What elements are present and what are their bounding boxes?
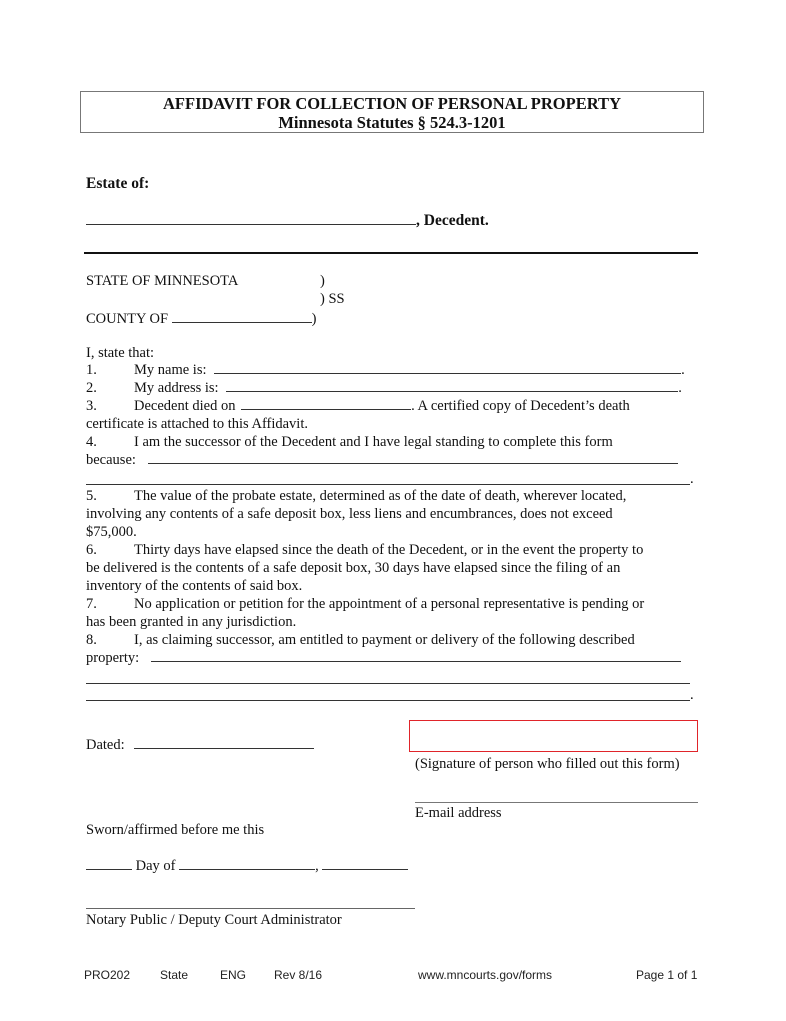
decedent-name-field[interactable] (86, 213, 416, 225)
section-divider (84, 252, 698, 254)
legal-standing-field-2[interactable] (86, 484, 690, 485)
statement-5-cont: involving any contents of a safe deposit box, less liens and encumbrances, does not exceed (86, 506, 613, 522)
email-field[interactable] (415, 802, 698, 803)
footer-language: ENG (220, 968, 247, 982)
statement-7: 7. No application or petition for the appointment of a personal representative is pending or (86, 596, 645, 612)
notary-signature-field[interactable] (86, 908, 415, 909)
statement-1: 1. My name is: . (86, 362, 685, 378)
statement-6-cont: be delivered is the contents of a safe deposit box, 30 days have elapsed since the filing of an (86, 560, 621, 576)
date-of-death-field[interactable] (241, 398, 411, 410)
dated-label: Dated: (86, 737, 125, 753)
notary-caption: Notary Public / Deputy Court Administrator (86, 912, 342, 928)
footer-url[interactable]: www.mncourts.gov/forms (418, 968, 553, 982)
statement-8: 8. I, as claiming successor, am entitled to payment or delivery of the following described (86, 632, 635, 648)
footer-form-code: PRO202 (84, 968, 131, 982)
venue-ss: ) SS (320, 291, 345, 307)
property-field-3[interactable] (86, 700, 690, 701)
property-field-2[interactable] (86, 683, 690, 684)
statement-6-cont2: inventory of the contents of said box. (86, 578, 303, 594)
statement-8-end: . (690, 687, 694, 703)
venue-paren-1: ) (320, 273, 325, 289)
footer-revision: Rev 8/16 (274, 968, 323, 982)
statement-7-cont: has been granted in any jurisdiction. (86, 614, 297, 630)
email-caption: E-mail address (415, 805, 502, 821)
month-field[interactable] (179, 858, 315, 870)
county-line (86, 311, 317, 328)
statement-8-cont: property: (86, 650, 681, 667)
state-label: STATE OF MINNESOTA (86, 273, 239, 289)
statement-2: 2. My address is: . (86, 380, 682, 396)
footer-jurisdiction: State (160, 968, 189, 982)
sworn-label: Sworn/affirmed before me this (86, 822, 265, 838)
signature-field[interactable] (409, 720, 698, 752)
footer-page: Page 1 of 1 (636, 968, 698, 982)
statement-3-cont: certificate is attached to this Affidavit. (86, 416, 308, 432)
year-field[interactable] (322, 858, 408, 870)
address-field[interactable] (226, 380, 678, 392)
statement-3: 3. Decedent died on . A certified copy of Decedent’s death (86, 398, 630, 414)
statement-4-end: . (690, 471, 694, 487)
signature-caption: (Signature of person who filled out this form) (415, 756, 680, 772)
decedent-line (86, 212, 489, 230)
dated-line (86, 737, 314, 754)
form-subtitle: Minnesota Statutes § 524.3-1201 (278, 113, 506, 132)
estate-label: Estate of: (86, 175, 150, 192)
county-label: COUNTY OF (86, 311, 169, 327)
form-title-box (80, 91, 704, 133)
day-field[interactable] (86, 858, 132, 870)
statement-4: 4. I am the successor of the Decedent and I have legal standing to complete this form (86, 434, 613, 450)
statement-4-cont: because: (86, 452, 678, 469)
statement-5: 5. The value of the probate estate, determined as of the date of death, wherever located, (86, 488, 627, 504)
dated-field[interactable] (134, 737, 314, 749)
statement-6: 6. Thirty days have elapsed since the death of the Decedent, or in the event the property to (86, 542, 644, 558)
statements-intro: I, state that: (86, 345, 155, 361)
statement-5-cont2: $75,000. (86, 524, 137, 540)
day-of-label: Day of (135, 858, 176, 874)
property-field-1[interactable] (151, 650, 681, 662)
county-field[interactable] (172, 311, 312, 323)
form-title: AFFIDAVIT FOR COLLECTION OF PERSONAL PROPERTY (163, 94, 621, 113)
venue-paren-3: ) (311, 311, 317, 327)
day-of-line: Day of , (86, 858, 408, 875)
decedent-suffix: , Decedent. (416, 212, 489, 229)
name-field[interactable] (214, 362, 681, 374)
legal-standing-field-1[interactable] (148, 452, 678, 464)
